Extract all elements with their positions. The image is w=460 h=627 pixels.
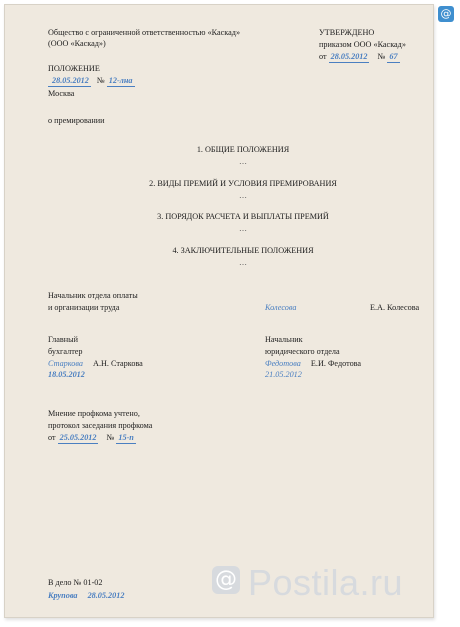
approved-number: 67 bbox=[389, 52, 398, 61]
union-note: Мнение профкома учтено, bbox=[48, 409, 140, 418]
approved-no-label: № bbox=[377, 52, 386, 61]
head-pay-name: Е.А. Колесова bbox=[370, 303, 420, 312]
section-ellipsis: … bbox=[239, 258, 247, 267]
approved-order-line bbox=[319, 52, 400, 63]
union-date: 25.05.2012 bbox=[59, 433, 97, 442]
section-ellipsis: … bbox=[239, 191, 247, 200]
accountant-sign-line bbox=[48, 359, 143, 369]
file-signature: Крупова bbox=[48, 591, 78, 600]
doc-no-label: № bbox=[96, 76, 105, 85]
head-pay-title: Начальник отдела оплаты bbox=[48, 291, 138, 300]
doc-number-line bbox=[48, 76, 135, 87]
section-title: 4. ЗАКЛЮЧИТЕЛЬНЫЕ ПОЛОЖЕНИЯ bbox=[172, 246, 314, 255]
legal-signature: Федотова bbox=[265, 359, 301, 368]
legal-name: Е.И. Федотова bbox=[310, 359, 362, 368]
section-title: 3. ПОРЯДОК РАСЧЕТА И ВЫПЛАТЫ ПРЕМИЙ bbox=[157, 212, 329, 221]
legal-sign-line bbox=[265, 359, 361, 369]
union-note-2: протокол заседания профкома bbox=[48, 421, 153, 430]
file-note: В дело № 01-02 bbox=[48, 578, 103, 587]
approved-title: УТВЕРЖДЕНО bbox=[319, 28, 375, 37]
file-date: 28.05.2012 bbox=[87, 591, 125, 600]
approved-from-label: от bbox=[319, 52, 327, 61]
union-no-label: № bbox=[106, 433, 115, 442]
section-ellipsis: … bbox=[239, 224, 247, 233]
postila-logo-icon: @ bbox=[212, 566, 240, 594]
doc-date: 28.05.2012 bbox=[48, 76, 91, 87]
document-page bbox=[4, 4, 434, 618]
approved-by: приказом ООО «Каскад» bbox=[319, 40, 406, 49]
approved-date: 28.05.2012 bbox=[330, 52, 368, 61]
legal-date: 21.05.2012 bbox=[265, 370, 302, 379]
doc-type: ПОЛОЖЕНИЕ bbox=[48, 64, 100, 73]
section-ellipsis: … bbox=[239, 157, 247, 166]
accountant-title: Главный bbox=[48, 335, 78, 344]
doc-number: 12-лна bbox=[108, 76, 133, 85]
head-pay-signature: Колесова bbox=[265, 303, 297, 312]
accountant-date: 18.05.2012 bbox=[48, 370, 85, 379]
accountant-signature: Старкова bbox=[48, 359, 83, 368]
head-pay-title-2: и организации труда bbox=[48, 303, 120, 312]
section-title: 2. ВИДЫ ПРЕМИЙ И УСЛОВИЯ ПРЕМИРОВАНИЯ bbox=[149, 179, 337, 188]
legal-title: Начальник bbox=[265, 335, 303, 344]
union-number: 15-п bbox=[118, 433, 134, 442]
union-from-label: от bbox=[48, 433, 56, 442]
doc-city: Москва bbox=[48, 89, 75, 98]
accountant-title-2: бухгалтер bbox=[48, 347, 83, 356]
org-name: Общество с ограниченной ответственностью «Каскад» bbox=[48, 28, 241, 37]
section-title: 1. ОБЩИЕ ПОЛОЖЕНИЯ bbox=[196, 145, 290, 154]
file-sign-line bbox=[48, 591, 124, 601]
legal-title-2: юридического отдела bbox=[265, 347, 340, 356]
org-short-name: (ООО «Каскад») bbox=[48, 39, 106, 48]
postila-icon[interactable]: @ bbox=[438, 6, 454, 22]
union-protocol-line bbox=[48, 433, 136, 444]
watermark-text: Postila.ru bbox=[248, 562, 404, 603]
accountant-name: А.Н. Старкова bbox=[93, 359, 143, 368]
doc-subject: о премировании bbox=[48, 116, 105, 125]
